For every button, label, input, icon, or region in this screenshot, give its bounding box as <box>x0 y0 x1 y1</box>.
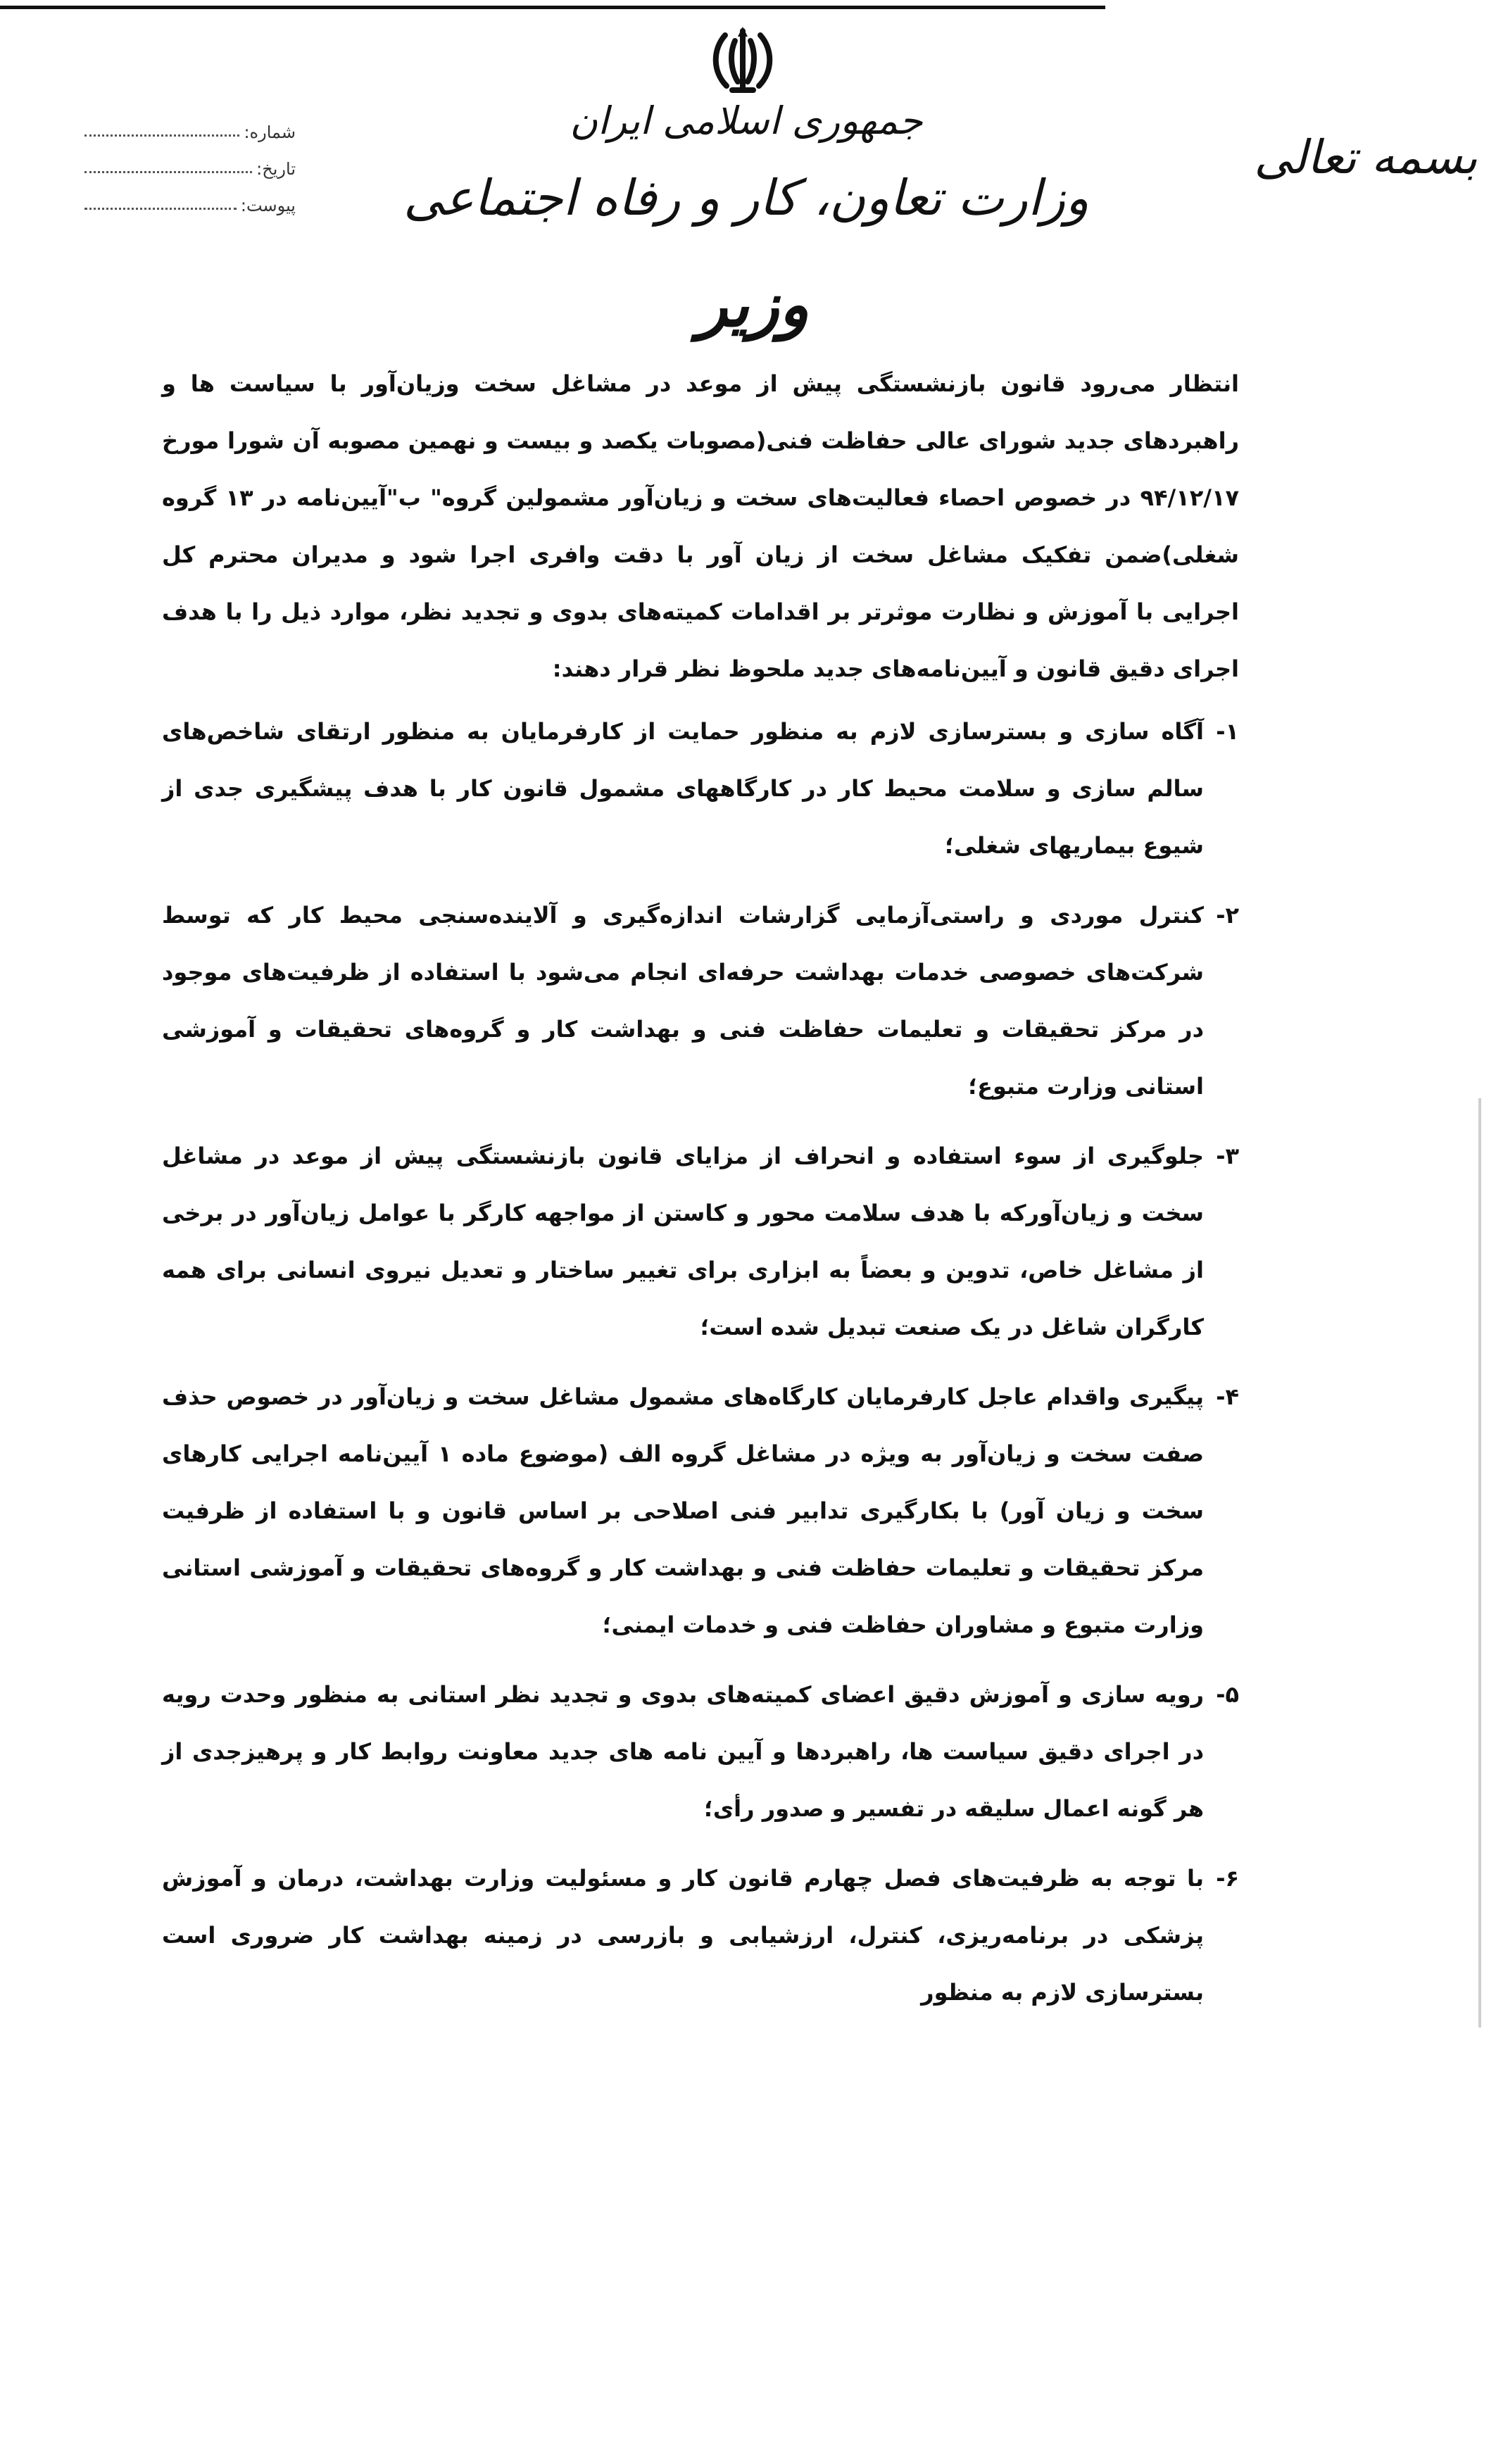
list-item-text: با توجه به ظرفیت‌های فصل چهارم قانون کار و مسئولیت وزارت بهداشت، درمان و آموزش پزشکی در برنامه‌ریزی، کنترل، ارزشیابی و بازرسی در زمینه بهداشت کار ضروری است بسترسازی لازم به منظور <box>162 1865 1204 2006</box>
list-item-number: ۱- <box>1216 718 1239 745</box>
list-item <box>162 887 1239 1115</box>
list-item-number: ۴- <box>1216 1383 1239 1410</box>
meta-number-label: شماره: <box>244 122 296 142</box>
meta-attachment-label: پیوست: <box>240 196 296 215</box>
list-item-text: جلوگیری از سوء استفاده و انحراف از مزایای قانون بازنشستگی پیش از موعد در مشاغل سخت و زیان‌آورکه با هدف سلامت محور و کاستن از مواجهه کارگر با عوامل زیان‌آور در برخی از مشاغل خاص، تدوین و بعضاً به ابزاری برای تغییر ساختار و تعدیل نیروی انسانی برای همه کارگران شاغل در یک صنعت تبدیل شده است؛ <box>162 1143 1204 1340</box>
list-item-number: ۵- <box>1216 1681 1239 1708</box>
ministry-title: وزارت تعاون، کار و رفاه اجتماعی <box>403 169 1089 227</box>
list-item <box>162 1666 1239 1837</box>
list-item <box>162 703 1239 874</box>
iran-emblem-icon <box>704 21 781 99</box>
intro-paragraph: انتظار می‌رود قانون بازنشستگی پیش از موعد در مشاغل سخت وزیان‌آور با سیاست ها و راهبردهای جدید شورای عالی حفاظت فنی(مصوبات یکصد و بیست و نهمین مصوبه آن شورا مورخ ۹۴/۱۲/۱۷ در خصوص احصاء فعالیت‌های سخت و زیان‌آور مشمولین گروه" ب"آیین‌نامه در ۱۳ گروه شغلی)ضمن تفکیک مشاغل سخت از زیان آور با دقت وافری اجرا شود و مدیران محترم کل اجرایی با آموزش و نظارت موثرتر بر اقدامات کمیته‌های بدوی و تجدید نظر، موارد ذیل را با هدف اجرای دقیق قانون و آیین‌نامه‌های جدید ملحوظ نظر قرار دهند: <box>162 370 1240 682</box>
list-item-text: پیگیری واقدام عاجل کارفرمایان کارگاه‌های مشمول مشاغل سخت و زیان‌آور در خصوص حذف صفت سخت و زیان‌آور به ویژه در مشاغل گروه الف (موضوع ماده ۱ آیین‌نامه اجرایی کارهای سخت و زیان آور) با بکارگیری تدابیر فنی اصلاحی بر اساس قانون و با استفاده از ظرفیت مرکز تحقیقات و تعلیمات حفاظت فنی و بهداشت کار و گروه‌های تحقیقات و آموزشی استانی وزارت متبوع و مشاوران حفاظت فنی و خدمات ایمنی؛ <box>162 1383 1205 1638</box>
meta-number-blank <box>84 134 239 137</box>
list-item-number: ۳- <box>1216 1143 1239 1169</box>
page-top-border <box>0 6 1105 9</box>
meta-date-label: تاریخ: <box>256 159 296 179</box>
list-item <box>162 1369 1239 1654</box>
list-item-number: ۲- <box>1216 902 1239 929</box>
letter-meta-fields <box>84 106 296 215</box>
list-item <box>162 1850 1239 2021</box>
list-item-text: کنترل موردی و راستی‌آزمایی گزارشات اندازه‌گیری و آلاینده‌سنجی محیط کار که توسط شرکت‌های خصوصی خدمات بهداشت حرفه‌ای انجام می‌شود با استفاده از ظرفیت‌های موجود در مرکز تحقیقات و تعلیمات حفاظت فنی و بهداشت کار و گروه‌های تحقیقات و آموزشی استانی وزارت متبوع؛ <box>162 902 1204 1100</box>
list-item-text: رویه سازی و آموزش دقیق اعضای کمیته‌های بدوی و تجدید نظر استانی به منظور وحدت رویه در اجرای دقیق سیاست ها، راهبردها و آیین نامه های جدید معاونت روابط کار و پرهیزجدی از هر گونه اعمال سلیقه در تفسیر و صدور رأی؛ <box>162 1681 1204 1822</box>
office-title: وزیر <box>697 268 810 341</box>
republic-title: جمهوری اسلامی ایران <box>570 99 923 143</box>
meta-date-row <box>84 142 296 179</box>
meta-date-blank <box>84 171 252 173</box>
list-item-number: ۶- <box>1216 1865 1239 1892</box>
list-item-text: آگاه سازی و بسترسازی لازم به منظور حمایت از کارفرمایان به منظور ارتقای شاخص‌های سالم سازی و سلامت محیط کار در کارگاههای مشمول قانون کار با هدف پیشگیری جدی از شیوع بیماریهای شغلی؛ <box>162 718 1204 859</box>
meta-number-row <box>84 106 296 142</box>
scan-edge-line <box>1478 1098 1481 2028</box>
meta-attachment-blank <box>84 208 237 210</box>
letter-body <box>162 356 1239 2034</box>
meta-attachment-row <box>84 179 296 215</box>
list-item <box>162 1128 1239 1356</box>
bismillah-heading: بسمه تعالی <box>1254 130 1478 184</box>
